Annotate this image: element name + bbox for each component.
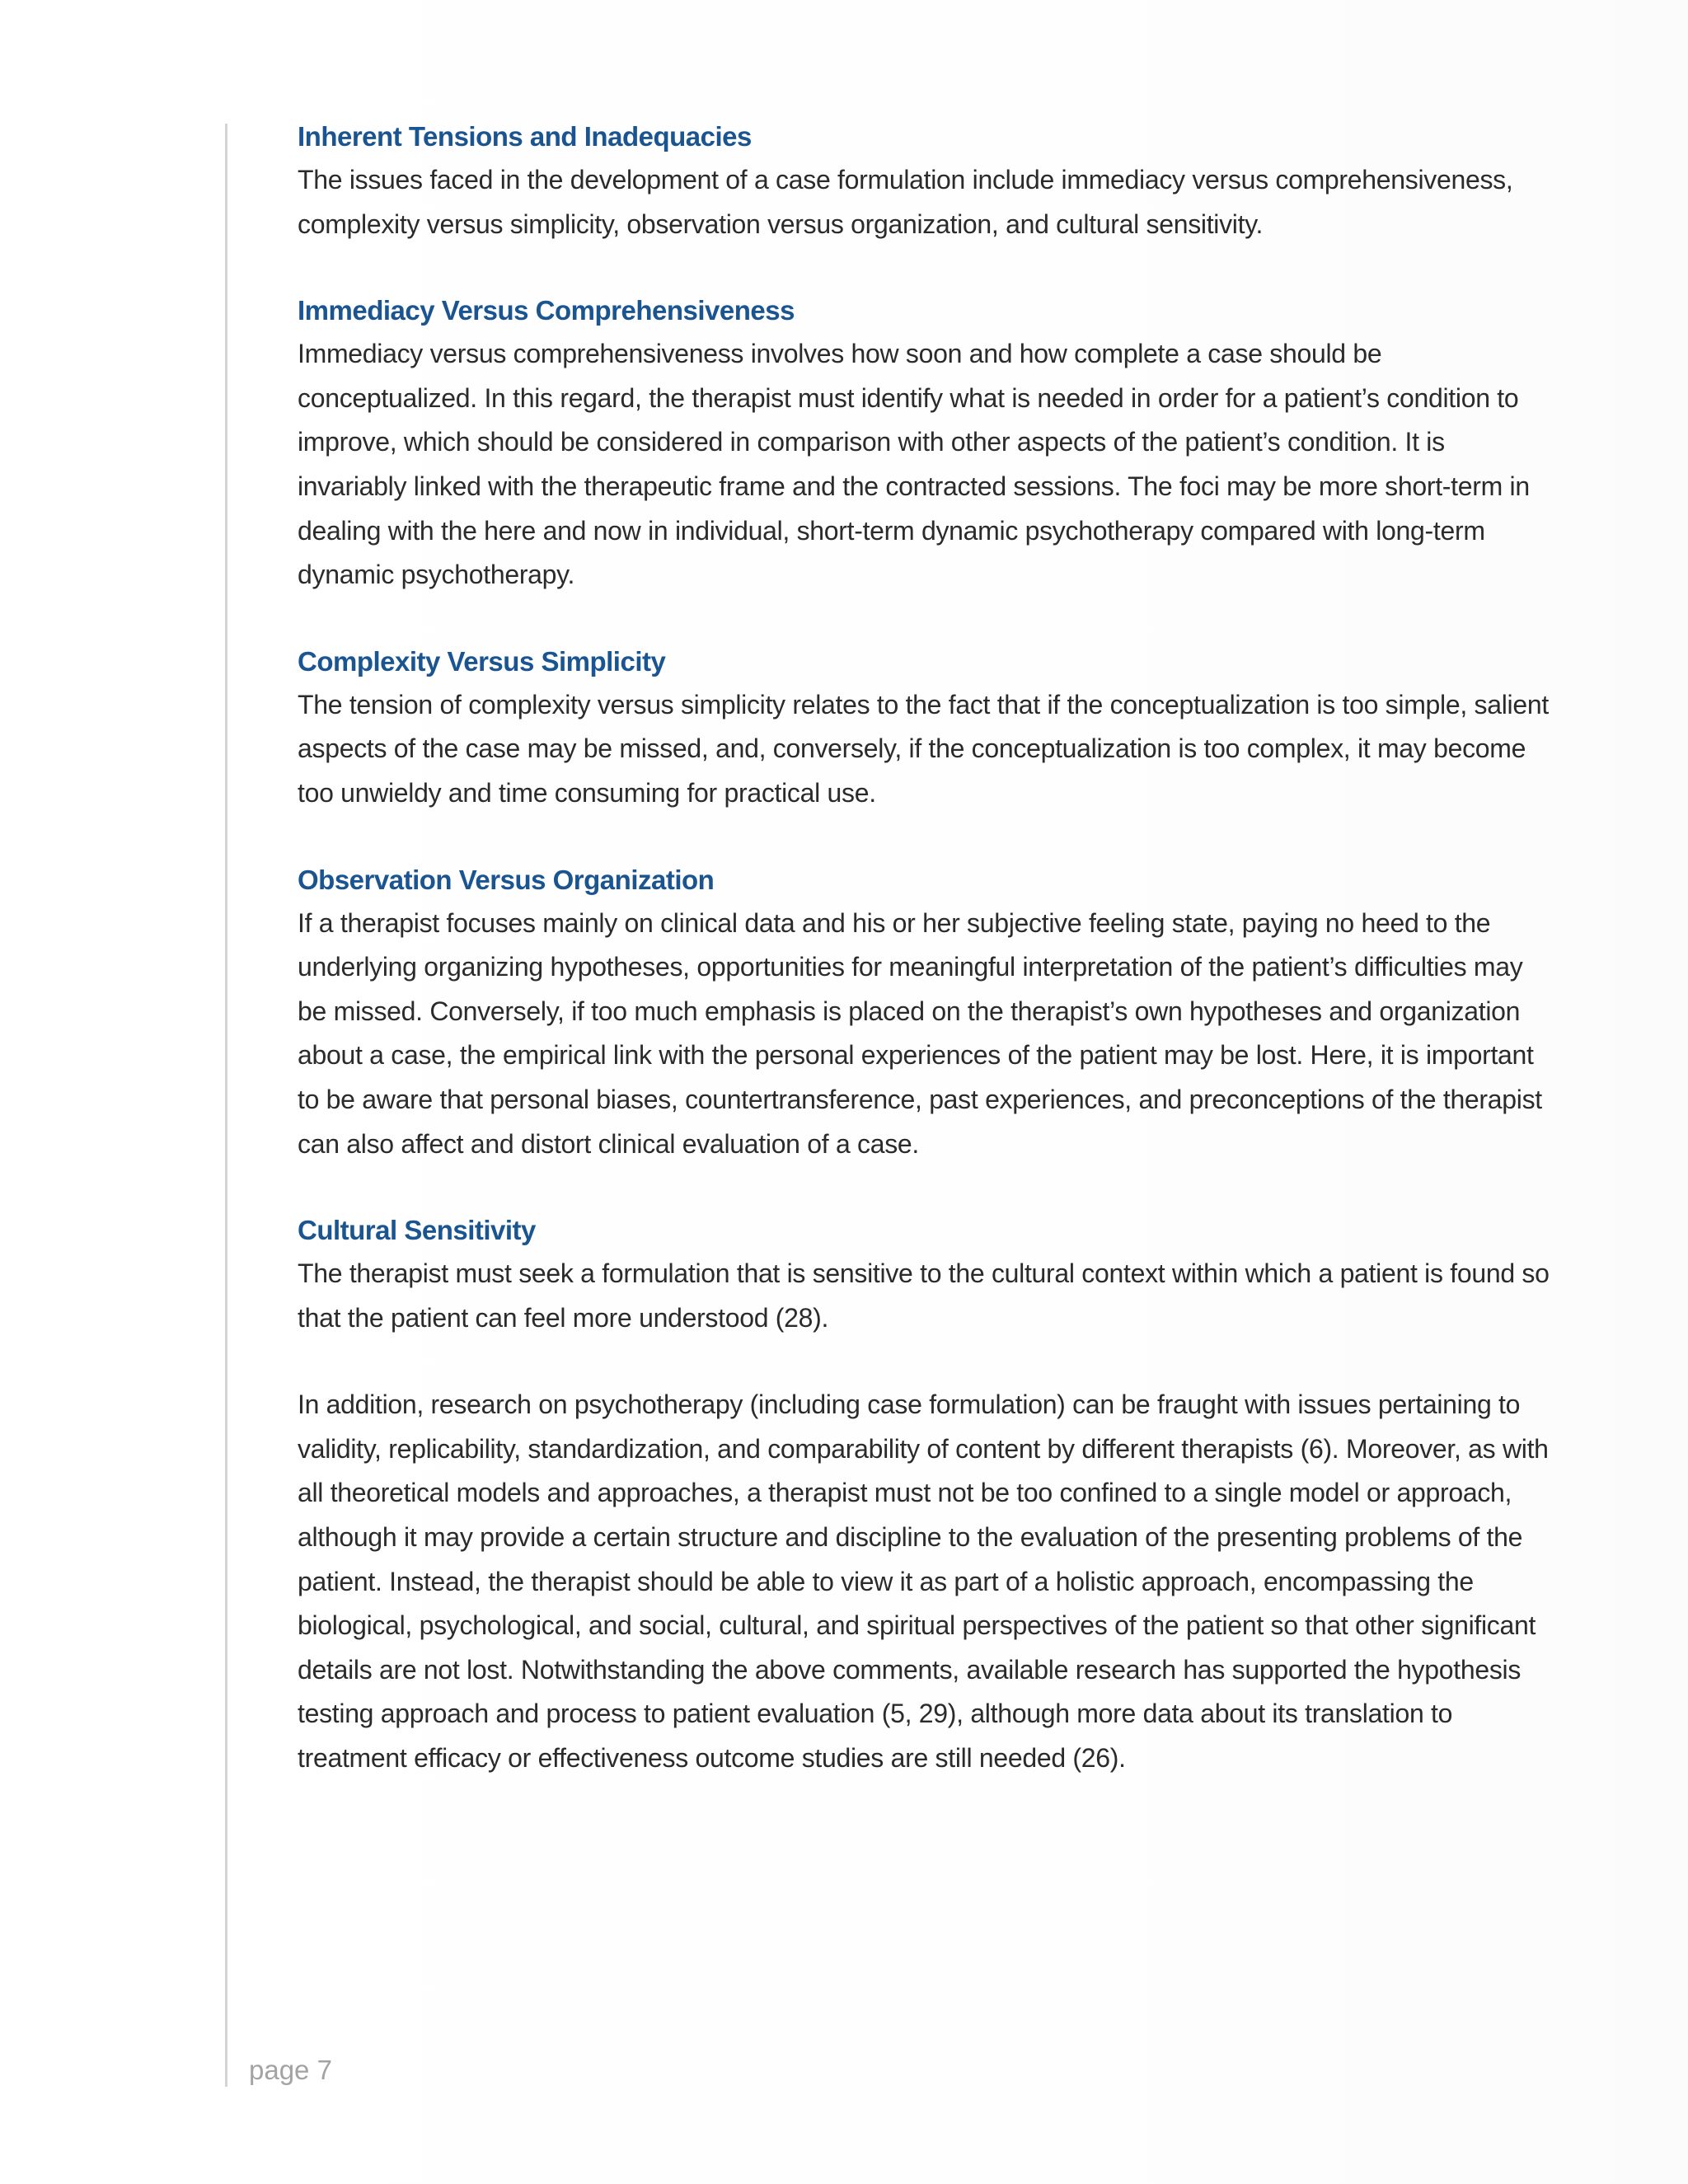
section-observation (298, 859, 1550, 1167)
section-paragraph: Immediacy versus comprehensiveness involves how soon and how complete a case should be conceptualized. In this regard, the therapist must identify what is needed in order for a patient’s condition to improve, which should be considered in comparison with other aspects of the patient’s condition. It is invariably linked with the therapeutic frame and the contracted sessions. The foci may be more short-term in dealing with the here and now in individual, short-term dynamic psychotherapy compared with long-term dynamic psychotherapy. (298, 339, 1530, 590)
section-cultural-sensitivity (298, 1209, 1550, 1340)
section-paragraph: The issues faced in the development of a case formulation include immediacy versus comprehensiveness, complexity versus simplicity, observation versus organization, and cultural sensitivity. (298, 165, 1513, 239)
page-content (298, 115, 1550, 1781)
section-heading: Inherent Tensions and Inadequacies (298, 121, 752, 152)
section-heading: Immediacy Versus Comprehensiveness (298, 295, 795, 326)
section-heading: Observation Versus Organization (298, 864, 715, 895)
section-inherent-tensions (298, 115, 1550, 246)
closing-paragraph: In addition, research on psychotherapy (including case formulation) can be fraught with issues pertaining to validity, replicability, standardization, and comparability of content by different therapists (6). Moreover, as with all theoretical models and approaches, a therapist must not be too confined to a single model or approach, although it may provide a certain structure and discipline to the evaluation of the presenting problems of the patient. Instead, the therapist should be able to view it as part of a holistic approach, encompassing the biological, psychological, and social, cultural, and spiritual perspectives of the patient so that other significant details are not lost. Notwithstanding the above comments, available research has supported the hypothesis testing approach and process to patient evaluation (5, 29), although more data about its translation to treatment efficacy or effectiveness outcome studies are still needed (26). (298, 1390, 1549, 1774)
section-heading: Cultural Sensitivity (298, 1215, 536, 1246)
section-paragraph: The tension of complexity versus simplicity relates to the fact that if the conceptualization is too simple, salient aspects of the case may be missed, and, conversely, if the conceptualization is too complex, it may become too unwieldy and time consuming for practical use. (298, 689, 1549, 808)
section-heading: Complexity Versus Simplicity (298, 645, 666, 677)
section-paragraph: If a therapist focuses mainly on clinical data and his or her subjective feeling state, paying no heed to the underlying organizing hypotheses, opportunities for meaningful interpretation of the patient’s difficulties may be missed. Conversely, if too much emphasis is placed on the therapist’s own hypotheses and organization about a case, the empirical link with the personal experiences of the patient may be lost. Here, it is important to be aware that personal biases, countertransference, past experiences, and preconceptions of the therapist can also affect and distort clinical evaluation of a case. (298, 907, 1542, 1159)
section-complexity (298, 640, 1550, 816)
page-number: page 7 (249, 2055, 332, 2085)
left-margin-rule (225, 124, 227, 2087)
section-immediacy (298, 289, 1550, 598)
section-paragraph: The therapist must seek a formulation that is sensitive to the cultural context within which a patient is found so that the patient can feel more understood (28). (298, 1258, 1550, 1333)
